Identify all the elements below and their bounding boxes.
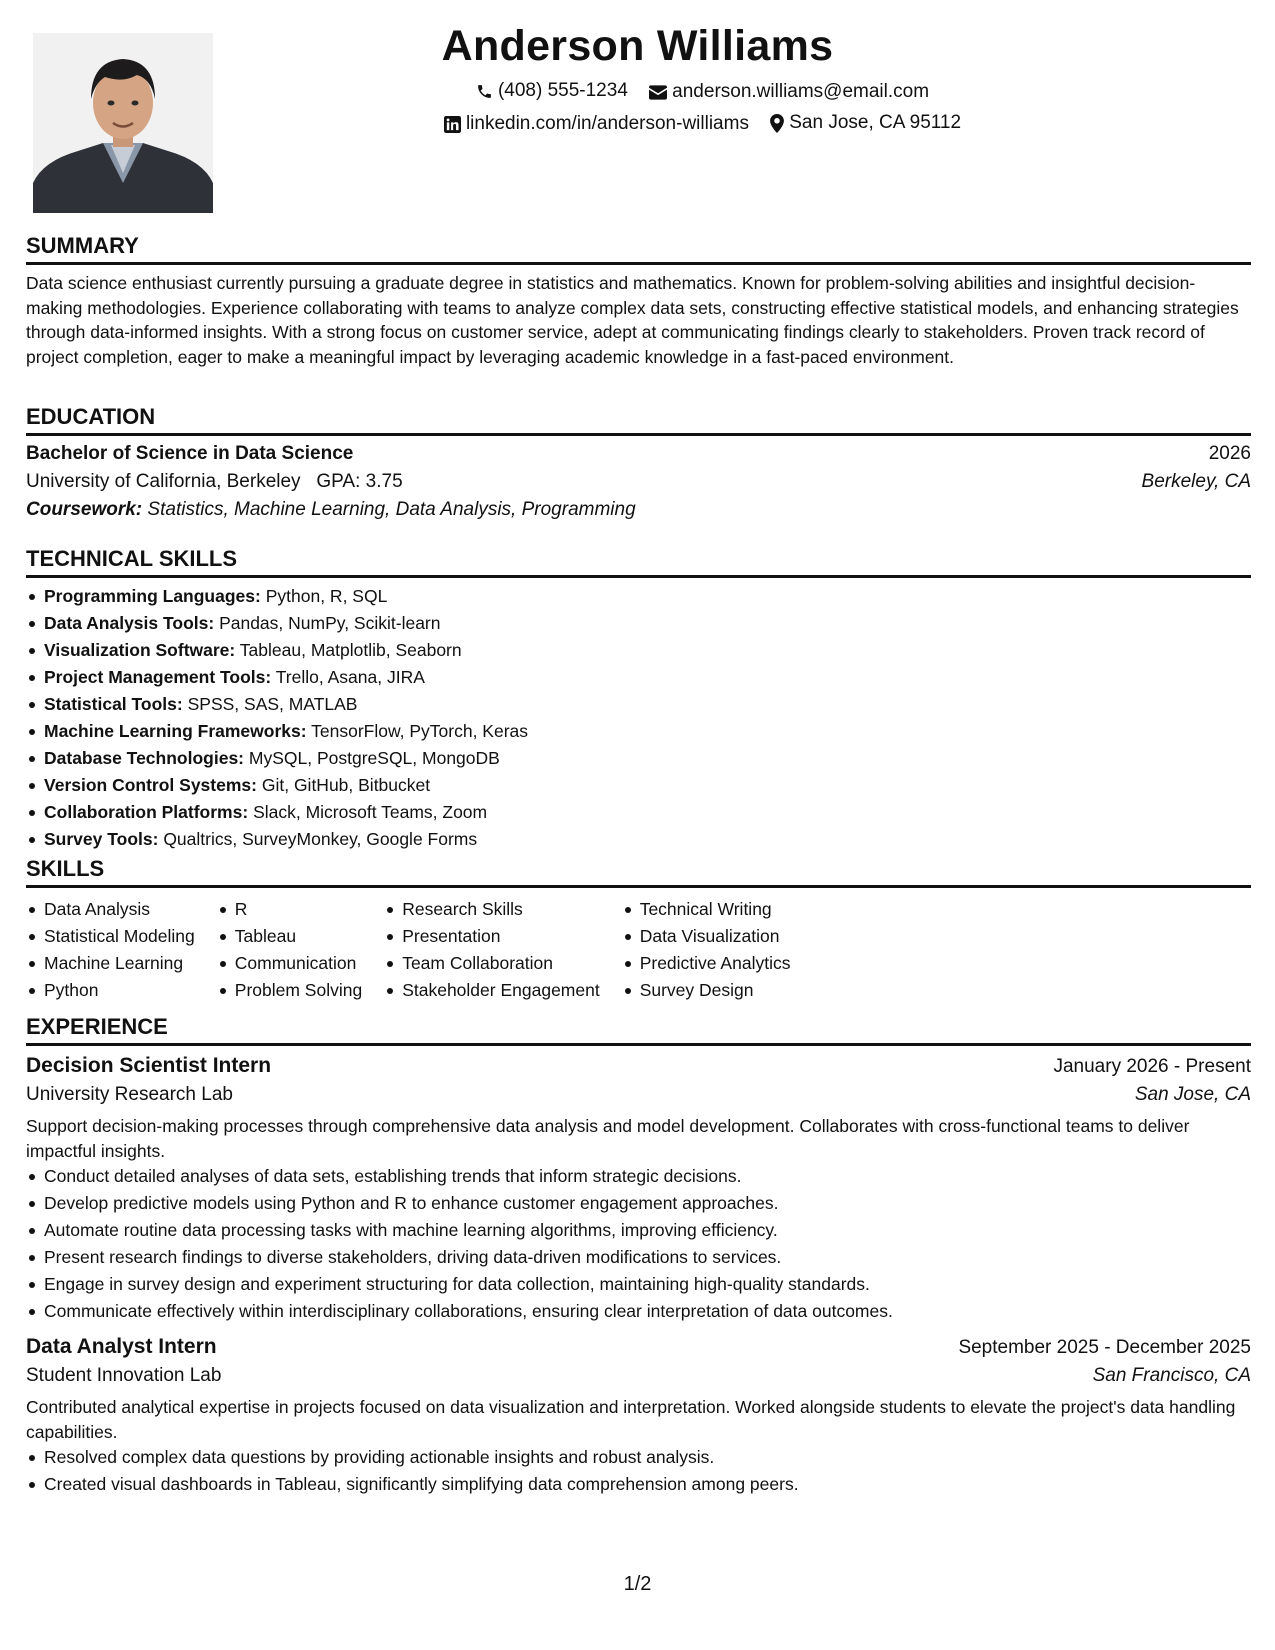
job-title: Data Analyst Intern (26, 1335, 217, 1358)
list-item: Develop predictive models using Python and R to enhance customer engagement approaches. (26, 1190, 1251, 1217)
linkedin-text: linkedin.com/in/anderson-williams (465, 113, 749, 134)
graduation-year: 2026 (1208, 443, 1251, 464)
list-item (26, 583, 1251, 610)
list-item (26, 772, 1251, 799)
skills-column (26, 896, 195, 1004)
skills-column (217, 896, 362, 1004)
phone-text: (408) 555-1234 (497, 80, 628, 101)
list-item: Data Analysis (26, 896, 195, 923)
list-item: Predictive Analytics (622, 950, 791, 977)
job-org-row (26, 1365, 1251, 1387)
list-item: Problem Solving (217, 977, 362, 1004)
list-item (26, 718, 1251, 745)
job-dates: September 2025 - December 2025 (958, 1337, 1251, 1358)
technical-skills-section (26, 545, 1251, 853)
job-location: San Jose, CA (1134, 1084, 1251, 1105)
coursework-list: Statistics, Machine Learning, Data Analysis, Programming (147, 499, 636, 520)
skills-columns (26, 896, 1251, 1004)
list-item (26, 664, 1251, 691)
job-dates: January 2026 - Present (1053, 1056, 1251, 1077)
list-item: Team Collaboration (384, 950, 600, 977)
skill-values: Git, GitHub, Bitbucket (261, 775, 431, 795)
coursework-line (26, 499, 1251, 521)
page-number: 1/2 (623, 1573, 652, 1595)
list-item: Survey Design (622, 977, 791, 1004)
section-heading: SUMMARY (26, 232, 1251, 265)
list-item: Engage in survey design and experiment structuring for data collection, maintaining high-quality standards. (26, 1271, 1251, 1298)
skill-category: Project Management Tools: (44, 667, 272, 687)
email-text: anderson.williams@email.com (672, 81, 930, 102)
school-location: Berkeley, CA (1141, 471, 1251, 492)
list-item (26, 691, 1251, 718)
list-item: Data Visualization (622, 923, 791, 950)
skill-values: Qualtrics, SurveyMonkey, Google Forms (163, 829, 478, 849)
job-description: Support decision-making processes through comprehensive data analysis and model development. Collaborates with cross-functional teams to deliver impactful insights. (26, 1116, 1190, 1161)
skill-values: TensorFlow, PyTorch, Keras (311, 721, 529, 741)
coursework-label: Coursework: (26, 499, 143, 520)
linkedin-icon (444, 116, 461, 133)
gpa: GPA: 3.75 (316, 471, 403, 492)
education-section (26, 403, 1251, 521)
email-contact[interactable] (649, 81, 929, 103)
envelope-icon (649, 85, 667, 100)
location-contact (770, 112, 961, 134)
job-organization: Student Innovation Lab (26, 1365, 222, 1386)
phone-contact[interactable] (476, 80, 628, 102)
job-title: Decision Scientist Intern (26, 1054, 272, 1077)
section-heading: EDUCATION (26, 403, 1251, 436)
list-item: Research Skills (384, 896, 600, 923)
list-item (26, 826, 1251, 853)
summary-section (26, 232, 1251, 369)
education-school-row (26, 471, 1251, 493)
candidate-name: Anderson Williams (441, 22, 834, 70)
skills-column (622, 896, 791, 1004)
school-line (26, 471, 403, 493)
job-header-row (26, 1335, 1251, 1359)
skill-category: Machine Learning Frameworks: (44, 721, 307, 741)
section-heading: SKILLS (26, 855, 1251, 888)
list-item (26, 610, 1251, 637)
skill-category: Programming Languages: (44, 586, 261, 606)
job-description: Contributed analytical expertise in projects focused on data visualization and interpretation. Worked alongside students to elevate the project's data handling capabilities. (26, 1397, 1236, 1442)
list-item: Created visual dashboards in Tableau, significantly simplifying data comprehension among peers. (26, 1471, 1251, 1498)
list-item: Stakeholder Engagement (384, 977, 600, 1004)
list-item: Communication (217, 950, 362, 977)
job-location: San Francisco, CA (1092, 1365, 1251, 1386)
education-degree-row (26, 443, 1251, 465)
job-bullets (26, 1444, 1251, 1498)
skill-category: Data Analysis Tools: (44, 613, 215, 633)
skill-values: Python, R, SQL (265, 586, 388, 606)
degree-title: Bachelor of Science in Data Science (26, 443, 354, 464)
skill-category: Database Technologies: (44, 748, 245, 768)
list-item: Present research findings to diverse stakeholders, driving data-driven modifications to services. (26, 1244, 1251, 1271)
phone-icon (476, 83, 493, 100)
linkedin-contact[interactable] (444, 113, 749, 135)
list-item: Communicate effectively within interdisciplinary collaborations, ensuring clear interpretation of data outcomes. (26, 1298, 1251, 1325)
map-pin-icon (770, 114, 784, 133)
skill-values: MySQL, PostgreSQL, MongoDB (248, 748, 500, 768)
list-item: Tableau (217, 923, 362, 950)
skill-values: Tableau, Matplotlib, Seaborn (239, 640, 462, 660)
contact-row-secondary (130, 112, 1275, 139)
list-item: Technical Writing (622, 896, 791, 923)
list-item: Machine Learning (26, 950, 195, 977)
skill-category: Version Control Systems: (44, 775, 257, 795)
experience-section (26, 1013, 1251, 1498)
skills-section (26, 855, 1251, 1004)
list-item: Automate routine data processing tasks with machine learning algorithms, improving efficiency. (26, 1217, 1251, 1244)
job-organization: University Research Lab (26, 1084, 233, 1105)
list-item: R (217, 896, 362, 923)
skill-values: Pandas, NumPy, Scikit-learn (219, 613, 441, 633)
job-entry (26, 1054, 1251, 1325)
location-text: San Jose, CA 95112 (789, 112, 962, 133)
technical-skills-list (26, 583, 1251, 853)
skill-category: Visualization Software: (44, 640, 236, 660)
list-item: Statistical Modeling (26, 923, 195, 950)
skill-values: Slack, Microsoft Teams, Zoom (253, 802, 488, 822)
job-header-row (26, 1054, 1251, 1078)
skill-category: Collaboration Platforms: (44, 802, 249, 822)
list-item: Conduct detailed analyses of data sets, establishing trends that inform strategic decisions. (26, 1163, 1251, 1190)
job-entry (26, 1335, 1251, 1498)
section-heading: TECHNICAL SKILLS (26, 545, 1251, 578)
skills-column (384, 896, 600, 1004)
job-org-row (26, 1084, 1251, 1106)
list-item (26, 799, 1251, 826)
school-name: University of California, Berkeley (26, 471, 301, 492)
summary-text: Data science enthusiast currently pursuing a graduate degree in statistics and mathematics. Known for problem-solving abilities and insightful decision-making methodologies. Experience collaborating with teams to analyze complex data sets, constructing effective statistical models, and enhancing strategies through data-informed insights. With a strong focus on customer service, adept at communicating findings clearly to stakeholders. Proven track record of project completion, eager to make a meaningful impact by leveraging academic knowledge in a fast-paced environment. (26, 273, 1239, 367)
section-heading: EXPERIENCE (26, 1013, 1251, 1046)
job-bullets (26, 1163, 1251, 1325)
contact-row-primary (130, 80, 1275, 106)
list-item (26, 745, 1251, 772)
list-item (26, 637, 1251, 664)
list-item: Resolved complex data questions by providing actionable insights and robust analysis. (26, 1444, 1251, 1471)
list-item: Presentation (384, 923, 600, 950)
skill-category: Survey Tools: (44, 829, 159, 849)
skill-values: SPSS, SAS, MATLAB (187, 694, 358, 714)
skill-category: Statistical Tools: (44, 694, 183, 714)
skill-values: Trello, Asana, JIRA (275, 667, 425, 687)
list-item: Python (26, 977, 195, 1004)
